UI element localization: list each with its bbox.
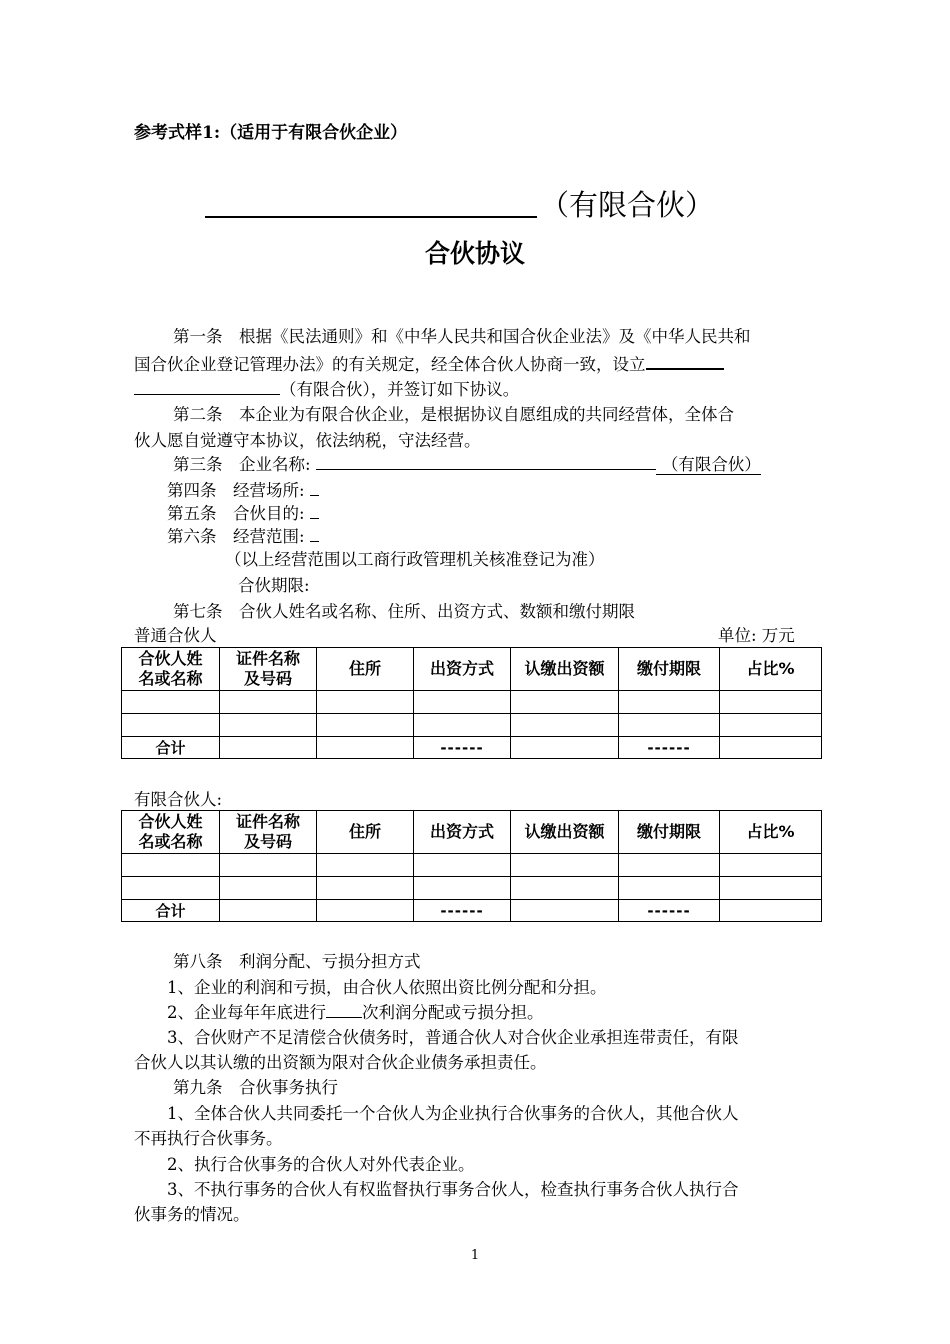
header-method: 出资方式 bbox=[414, 811, 511, 854]
header-id: 证件名称 及号码 bbox=[220, 811, 317, 854]
article-9-item-1-line-2: 不再执行合伙事务。 bbox=[134, 1129, 283, 1148]
table-row bbox=[122, 854, 822, 877]
article-8-item-3-line-2: 合伙人以其认缴的出资额为限对合伙企业债务承担责任。 bbox=[134, 1053, 547, 1072]
article-1-line-1: 第一条 根据《民法通则》和《中华人民共和国合伙企业法》及《中华人民共和 bbox=[173, 327, 751, 346]
general-partner-table bbox=[121, 647, 822, 759]
header-ratio: 占比% bbox=[720, 811, 822, 854]
unit-label: 单位: 万元 bbox=[718, 626, 795, 645]
header-deadline: 缴付期限 bbox=[619, 648, 720, 691]
article-8-item-3-line-1: 3、合伙财产不足清偿合伙债务时，普通合伙人对合伙企业承担连带责任，有限 bbox=[167, 1028, 739, 1047]
total-method-dash: ------ bbox=[414, 737, 511, 759]
table-row bbox=[122, 691, 822, 714]
table-row bbox=[122, 877, 822, 900]
article-2-line-2: 伙人愿自觉遵守本协议，依法纳税，守法经营。 bbox=[134, 431, 481, 450]
enterprise-name-blank-2 bbox=[134, 376, 280, 395]
sample-label: 参考式样1:（适用于有限合伙企业） bbox=[134, 123, 408, 143]
page-number: 1 bbox=[470, 1248, 480, 1263]
article-1-line-2: 国合伙企业登记管理办法》的有关规定，经全体合伙人协商一致，设立 bbox=[134, 350, 724, 378]
table-header-row bbox=[122, 648, 822, 691]
header-amount: 认缴出资额 bbox=[511, 811, 619, 854]
header-deadline: 缴付期限 bbox=[619, 811, 720, 854]
header-address: 住所 bbox=[317, 811, 414, 854]
article-4: 第四条 经营场所: bbox=[167, 477, 319, 504]
title-blank-line bbox=[205, 186, 537, 218]
total-label: 合计 bbox=[122, 737, 220, 759]
total-deadline-dash: ------ bbox=[619, 737, 720, 759]
partnership-term: 合伙期限: bbox=[238, 576, 310, 595]
header-address: 住所 bbox=[317, 648, 414, 691]
enterprise-name-blank bbox=[646, 350, 724, 370]
table-total-row bbox=[122, 737, 822, 759]
article-9-item-3-line-2: 伙事务的情况。 bbox=[134, 1205, 250, 1224]
distribution-count-blank bbox=[326, 999, 362, 1018]
article-9-item-3-line-1: 3、不执行事务的合伙人有权监督执行事务合伙人，检查执行事务合伙人执行合 bbox=[167, 1180, 739, 1199]
article-5: 第五条 合伙目的: bbox=[167, 500, 319, 527]
article-9-item-1-line-1: 1、全体合伙人共同委托一个合伙人为企业执行合伙事务的合伙人，其他合伙人 bbox=[167, 1104, 739, 1123]
page-subtitle: 合伙协议 bbox=[424, 239, 525, 268]
article-6-note: （以上经营范围以工商行政管理机关核准登记为准） bbox=[225, 550, 605, 569]
header-name: 合伙人姓 名或名称 bbox=[122, 811, 220, 854]
total-deadline-dash: ------ bbox=[619, 900, 720, 922]
total-label: 合计 bbox=[122, 900, 220, 922]
article-6: 第六条 经营范围: bbox=[167, 523, 319, 550]
header-name: 合伙人姓 名或名称 bbox=[122, 648, 220, 691]
header-method: 出资方式 bbox=[414, 648, 511, 691]
table-row bbox=[122, 714, 822, 737]
article-1-line-3: （有限合伙），并签订如下协议。 bbox=[134, 376, 519, 403]
header-ratio: 占比% bbox=[720, 648, 822, 691]
limited-partner-label: 有限合伙人: bbox=[134, 790, 223, 809]
article-9-item-2: 2、执行合伙事务的合伙人对外代表企业。 bbox=[167, 1155, 475, 1174]
title-suffix: （有限合伙） bbox=[540, 188, 715, 222]
total-method-dash: ------ bbox=[414, 900, 511, 922]
article-2-line-1: 第二条 本企业为有限合伙企业，是根据协议自愿组成的共同经营体，全体合 bbox=[173, 405, 734, 424]
article-9: 第九条 合伙事务执行 bbox=[173, 1078, 338, 1097]
table-header-row bbox=[122, 811, 822, 854]
general-partner-label: 普通合伙人 bbox=[134, 626, 217, 645]
header-amount: 认缴出资额 bbox=[511, 648, 619, 691]
article-8-item-1: 1、企业的利润和亏损，由合伙人依照出资比例分配和分担。 bbox=[167, 978, 607, 997]
article-7: 第七条 合伙人姓名或名称、住所、出资方式、数额和缴付期限 bbox=[173, 602, 635, 621]
table-total-row bbox=[122, 900, 822, 922]
company-name-blank bbox=[316, 451, 656, 470]
article-8-item-2: 2、企业每年年底进行 次利润分配或亏损分担。 bbox=[167, 999, 544, 1026]
limited-partner-table bbox=[121, 810, 822, 922]
header-id: 证件名称 及号码 bbox=[220, 648, 317, 691]
article-8: 第八条 利润分配、亏损分担方式 bbox=[173, 952, 421, 971]
article-3: 第三条 企业名称: （有限合伙） bbox=[173, 451, 761, 478]
